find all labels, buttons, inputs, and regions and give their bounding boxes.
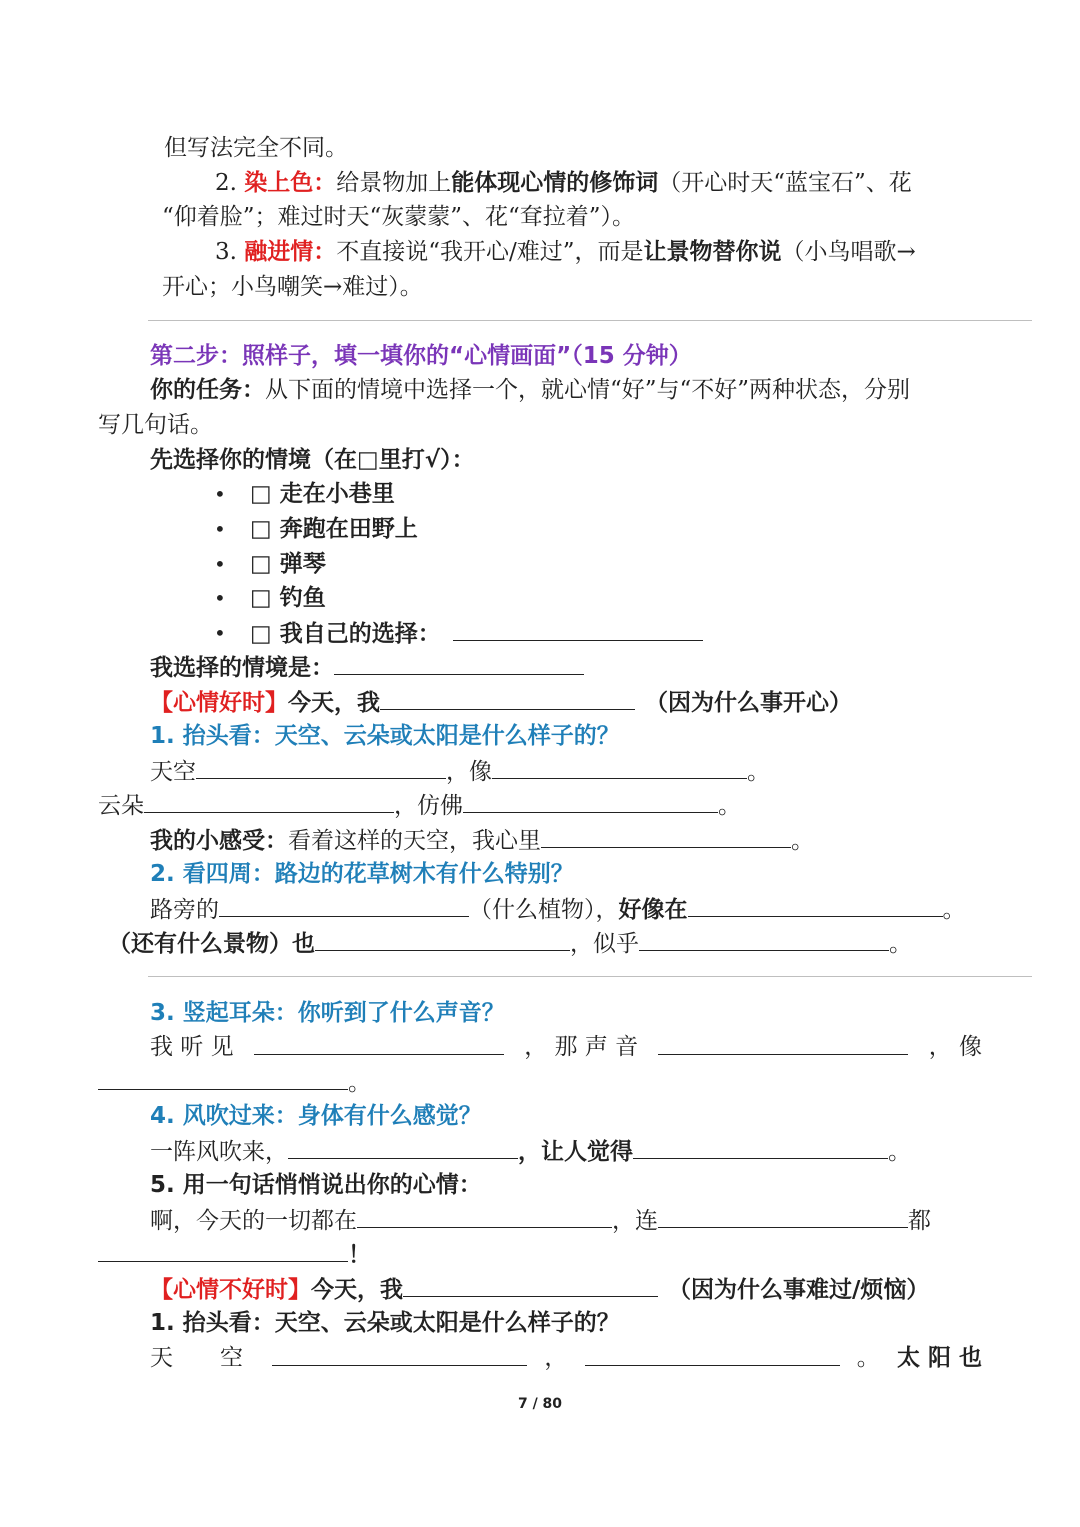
question-text: 5. 用一句话悄悄说出你的心情： [150, 1172, 482, 1198]
text: 不直接说“我开心/难过”，而是 [336, 239, 644, 265]
task-label: 你的任务： [150, 377, 265, 403]
divider [148, 976, 1032, 977]
text: 。 [856, 1345, 880, 1371]
text: 天空 [150, 759, 196, 785]
period: 。 [747, 759, 770, 785]
good-mood-line [150, 685, 982, 719]
text: 天 空 [150, 1345, 255, 1371]
list-item[interactable] [0, 512, 1080, 546]
fill-blank[interactable] [688, 892, 943, 917]
text: （开心时天“蓝宝石”、花 [658, 170, 912, 196]
list-number: 3. [215, 239, 237, 265]
question-1 [150, 1306, 982, 1340]
paragraph-line [162, 200, 982, 234]
period: 。 [348, 1070, 371, 1096]
emphasis-text: 让景物替你说 [643, 239, 782, 265]
text: ， [544, 1345, 568, 1371]
page-number: 7 / 80 [517, 1396, 563, 1412]
question-1 [150, 719, 982, 753]
fill-blank[interactable] [288, 1134, 518, 1159]
text: 都 [908, 1208, 931, 1234]
answer-line [150, 1134, 982, 1168]
answer-line [98, 1065, 982, 1099]
prompt-text: 先选择你的情境（在□里打√）： [150, 447, 475, 473]
answer-line [150, 1203, 982, 1237]
task-line [150, 373, 982, 407]
question-text: 1. 抬头看：天空、云朵或太阳是什么样子的？ [150, 1310, 620, 1336]
fill-blank[interactable] [357, 1203, 612, 1228]
text: （什么植物）， [469, 897, 619, 923]
fill-blank[interactable] [541, 823, 791, 848]
period: 。 [791, 828, 814, 854]
text: 给景物加上 [336, 170, 452, 196]
text: ，连 [612, 1208, 658, 1234]
text: 看着这样的天空，我心里 [288, 828, 541, 854]
text: ，让人觉得 [518, 1139, 633, 1165]
answer-line [150, 754, 982, 788]
text: ！ [348, 1242, 371, 1268]
text: （还有什么景物）也 [108, 931, 315, 957]
fill-blank[interactable] [403, 1272, 658, 1297]
fill-blank[interactable] [254, 1030, 504, 1055]
question-text: 1. 抬头看：天空、云朵或太阳是什么样子的？ [150, 723, 620, 749]
option-label: □ 我自己的选择： [250, 616, 703, 650]
option-label: □ 弹琴 [250, 551, 326, 577]
list-number: 2. [215, 170, 237, 196]
text: （小鸟唱歌→ [781, 239, 916, 265]
paragraph-line [162, 270, 982, 304]
text: 我 听 见 [150, 1034, 234, 1060]
text: （因为什么事开心） [645, 690, 852, 716]
question-5 [150, 1168, 982, 1202]
fill-blank[interactable] [144, 788, 394, 813]
period: 。 [888, 1139, 911, 1165]
fill-blank[interactable] [463, 788, 718, 813]
option-label: □ 钓鱼 [250, 585, 326, 611]
option-label: □ 走在小巷里 [250, 481, 395, 507]
bullet-icon: • [214, 586, 226, 610]
answer-line [150, 892, 982, 926]
fill-blank[interactable] [658, 1203, 908, 1228]
bullet-icon: • [214, 621, 226, 645]
list-item[interactable] [0, 581, 1080, 615]
text: ， 那 声 音 [524, 1034, 639, 1060]
method-3 [215, 235, 982, 269]
fill-blank[interactable] [98, 1237, 348, 1262]
text: ， 像 [928, 1034, 982, 1060]
feeling-line [150, 823, 982, 857]
answer-line [108, 926, 992, 960]
fill-blank[interactable] [633, 1134, 888, 1159]
text: ，像 [446, 759, 492, 785]
option-label: □ 奔跑在田野上 [250, 516, 418, 542]
fill-blank[interactable] [98, 1065, 348, 1090]
paragraph-line [150, 131, 982, 165]
answer-line [98, 1237, 982, 1271]
method-label: 融进情： [244, 239, 337, 265]
question-text: 2. 看四周：路边的花草树木有什么特别？ [150, 861, 574, 887]
bullet-icon: • [214, 552, 226, 576]
text: “仰着脸”；难过时天“灰蒙蒙”、花“耷拉着”）。 [162, 204, 636, 230]
question-2 [150, 857, 982, 891]
label: 我的小感受： [150, 828, 288, 854]
text: 今天，我 [288, 690, 380, 716]
paragraph-line [98, 408, 982, 442]
divider [148, 320, 1032, 321]
bad-mood-line [150, 1272, 982, 1306]
fill-blank[interactable] [492, 754, 747, 779]
select-prompt [150, 443, 982, 477]
period: 。 [889, 931, 912, 957]
section-heading [150, 339, 982, 373]
fill-blank[interactable] [658, 1030, 908, 1055]
text: 今天，我 [311, 1277, 403, 1303]
question-text: 3. 竖起耳朵：你听到了什么声音？ [150, 1000, 505, 1026]
fill-blank[interactable] [334, 650, 584, 675]
label: 我选择的情境是： [150, 655, 334, 681]
text: 开心；小鸟嘲笑→难过）。 [162, 274, 423, 300]
answer-line [150, 1030, 982, 1064]
question-4 [150, 1099, 982, 1133]
question-text: 4. 风吹过来：身体有什么感觉？ [150, 1103, 482, 1129]
fill-blank[interactable] [639, 926, 889, 951]
text: 写几句话。 [98, 412, 213, 438]
mood-tag: 【心情好时】 [150, 690, 288, 716]
text: 太 阳 也 [896, 1345, 982, 1371]
emphasis-text: 能体现心情的修饰词 [451, 170, 659, 196]
fill-blank[interactable] [315, 926, 570, 951]
bullet-icon: • [214, 517, 226, 541]
fill-blank[interactable] [196, 754, 446, 779]
list-item[interactable] [0, 547, 1080, 581]
text: ，仿佛 [394, 793, 463, 819]
step-heading: 第二步：照样子，填一填你的“心情画面”（15 分钟） [150, 343, 692, 369]
mood-tag: 【心情不好时】 [150, 1277, 311, 1303]
list-item[interactable] [0, 616, 1080, 650]
answer-line [98, 788, 982, 822]
text: 啊，今天的一切都在 [150, 1208, 357, 1234]
text: 一阵风吹来， [150, 1139, 288, 1165]
period: 。 [718, 793, 741, 819]
question-3 [150, 996, 982, 1030]
fill-blank[interactable] [585, 1341, 840, 1366]
text: ，似乎 [570, 931, 639, 957]
fill-blank[interactable] [380, 685, 635, 710]
list-item[interactable] [0, 477, 1080, 511]
method-2 [215, 166, 982, 200]
fill-blank[interactable] [219, 892, 469, 917]
bullet-icon: • [214, 482, 226, 506]
fill-blank[interactable] [272, 1341, 527, 1366]
text: 好像在 [618, 897, 688, 923]
fill-blank[interactable] [453, 616, 703, 641]
text: 但写法完全不同。 [164, 135, 348, 161]
answer-line [150, 1341, 982, 1375]
text: 云朵 [98, 793, 144, 819]
period: 。 [942, 897, 966, 923]
method-label: 染上色： [244, 170, 337, 196]
chosen-line [150, 650, 982, 684]
text: 从下面的情境中选择一个，就心情“好”与“不好”两种状态，分别 [265, 377, 911, 403]
text: 路旁的 [150, 897, 219, 923]
text: （因为什么事难过/烦恼） [668, 1277, 930, 1303]
